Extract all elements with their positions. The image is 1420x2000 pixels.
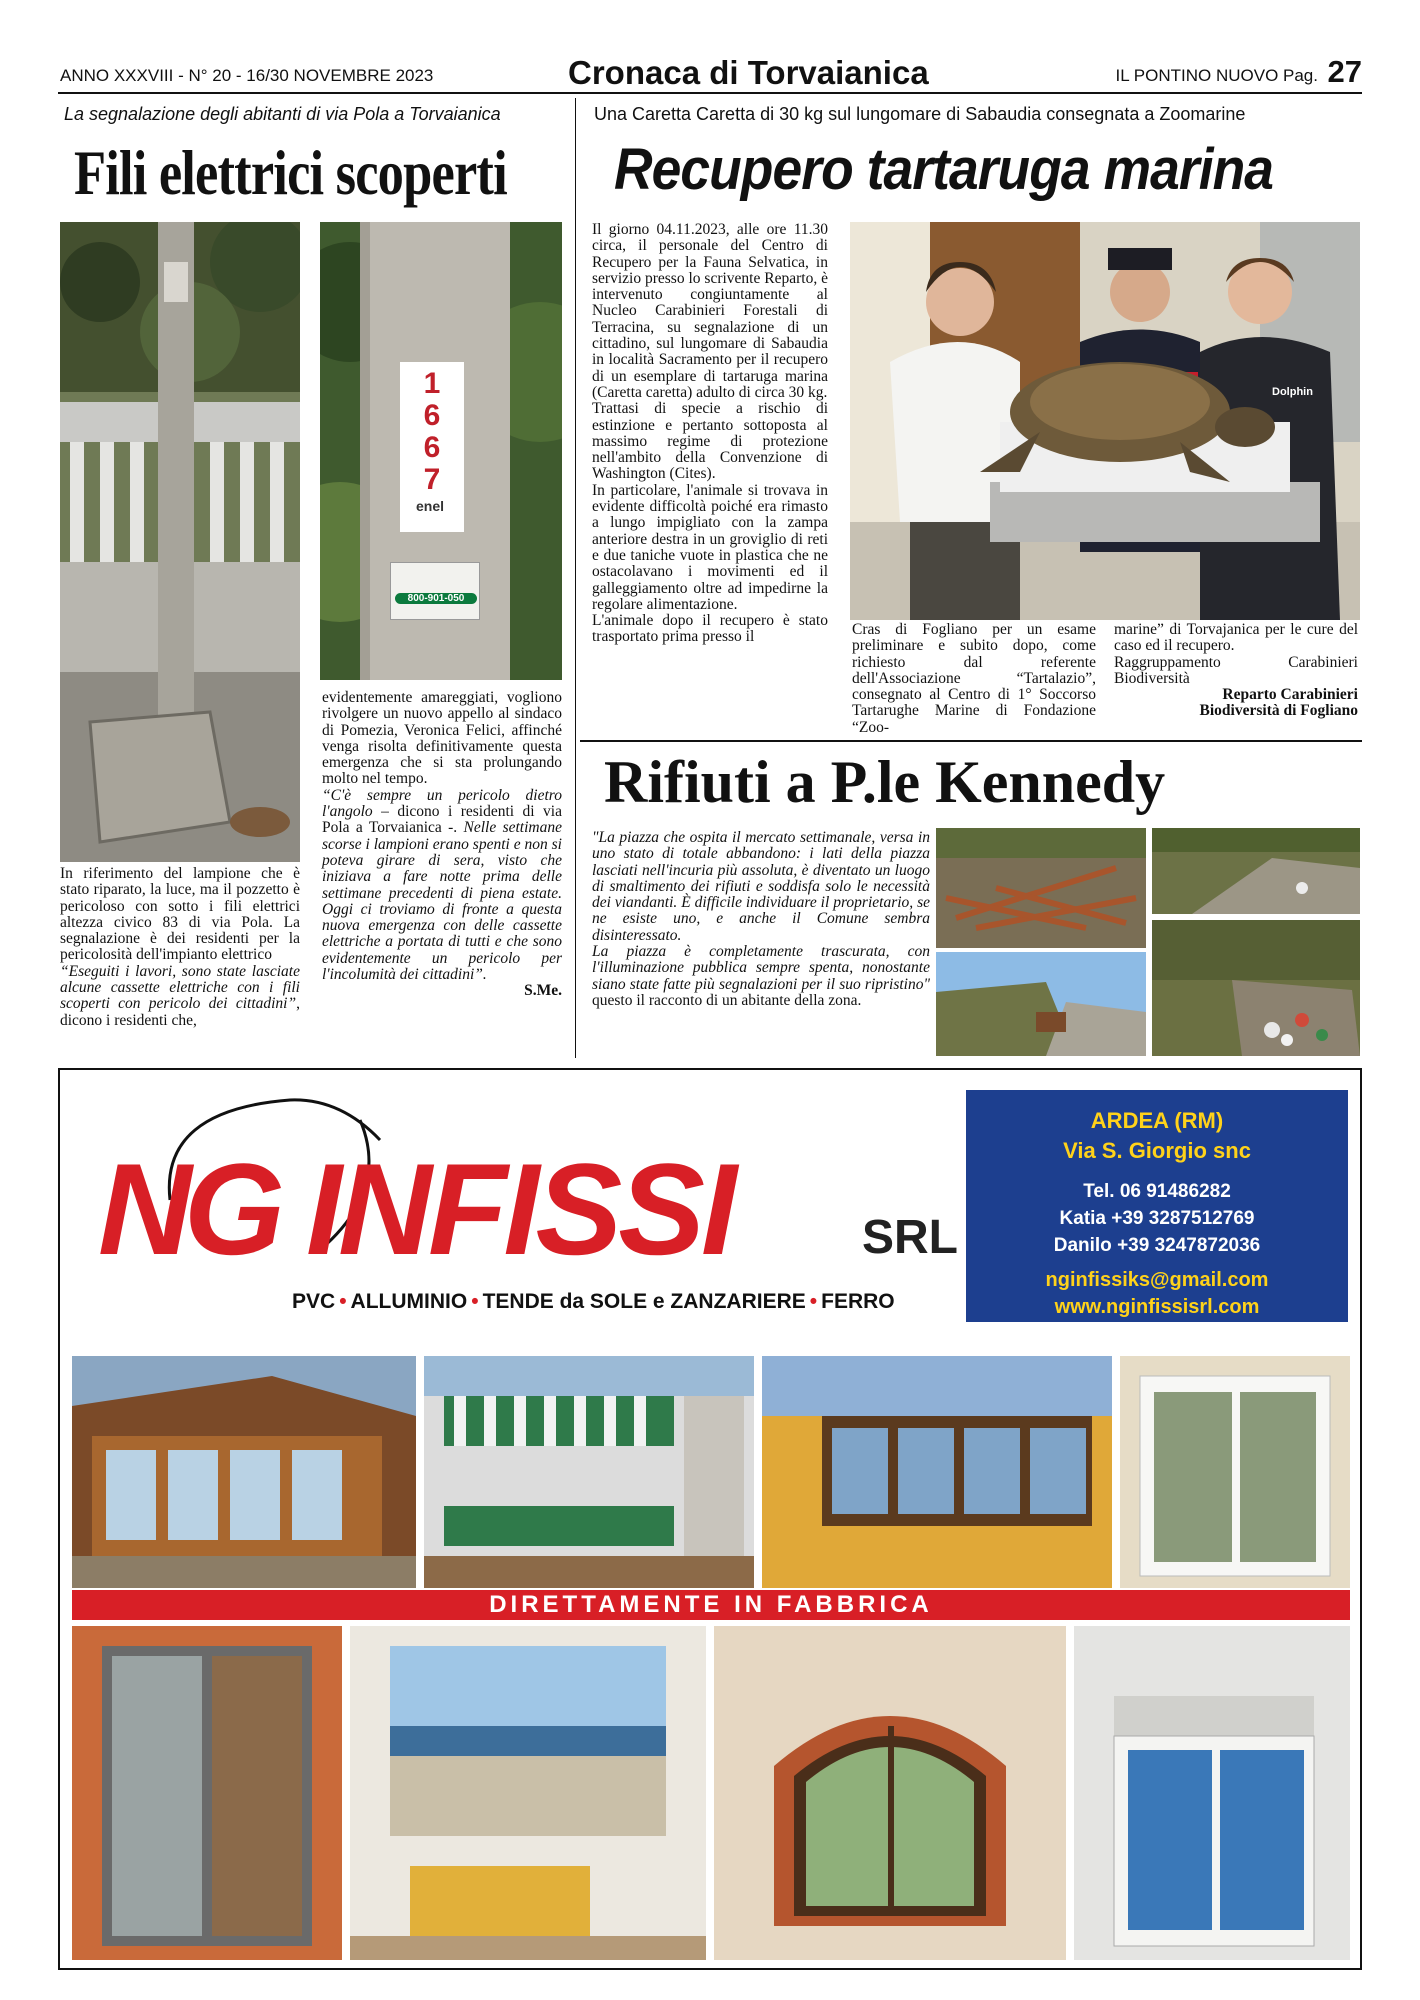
article2-p1: Il giorno 04.11.2023, alle ore 11.30 circa, il personale del Centro di Recupero per la Fauna Selvatica, in servizio presso lo scrivente Reparto, è intervenuto congiuntamente al Nucleo Carabinieri Forestali di Terracina, su segnalazione di un cittadino, sul lungomare di Sabaudia in località Sacramento per il recupero di un esemplare di tartaruga marina (Caretta caretta) adulto di circa 30 kg. <box>592 221 828 401</box>
pole-digit: 6 <box>423 431 441 464</box>
article1-col2-quote2: Nelle settimane scorse i lampioni erano spenti e non si poteva girare di sera, visto che iniziava a fare notte prima delle settimane precedenti di piena estate. Oggi ci troviamo di fronte a questa nuova emergenza con delle cassette elettriche a portata di tutti e che sono evidentemente un pericolo per l'incolumità dei cittadini”. <box>322 819 562 984</box>
ad-photo-arched-window <box>714 1626 1066 1960</box>
ad-photo-awning-balcony <box>424 1356 754 1588</box>
article2-signature-1: Reparto Carabinieri <box>1222 686 1358 704</box>
article2-signature-2: Biodiversità di Fogliano <box>1199 702 1358 720</box>
article1-kicker: La segnalazione degli abitanti di via Pola a Torvaianica <box>64 104 501 124</box>
article1-col2 <box>322 690 562 1000</box>
tagline-separator: • <box>809 1290 818 1313</box>
tagline-separator: • <box>339 1290 347 1313</box>
ad-tagline <box>292 1290 895 1314</box>
photo-turtle-rescue-team <box>850 222 1360 620</box>
contact-box <box>966 1090 1348 1322</box>
article1-col1 <box>60 866 300 1029</box>
article3-p1: "La piazza che ospita il mercato settimanale, versa in uno stato di totale abbandono: i lati della piazza lasciati nell'incuria più assoluta, è diventato un luogo di smaltimento dei rifiuti e soddisfa solo le necessità dei viandanti. È difficile individuare il proprietario, se ne esiste uno, e anche il Comune sembra disinteressato. <box>592 829 930 944</box>
pole-sign <box>390 562 480 620</box>
shirt-text: Dolphin <box>1272 386 1313 398</box>
article2-p4: L'animale dopo il recupero è stato trasportato prima presso il <box>592 612 828 646</box>
contact-tel: Tel. 06 91486282 <box>1083 1181 1231 1202</box>
sign-phone: 800-901-050 <box>395 593 477 604</box>
tagline-ferro: FERRO <box>821 1290 895 1313</box>
article3-p2: La piazza è completamente trascurata, con l'illuminazione pubblica sempre spenta, nonostante siano state fatte più segnalazioni per il suo ripristino" <box>592 943 930 993</box>
contact-city: ARDEA (RM) <box>1090 1108 1224 1133</box>
photo-enel-pole <box>320 222 562 680</box>
tagline-pvc: PVC <box>292 1290 336 1313</box>
ng-infissi-advertisement <box>58 1068 1362 1970</box>
article1-col1-text: In riferimento del lampione che è stato riparato, la luce, ma il pozzetto è pericoloso con sotto i fili elettrici altezza civico 83 di via Pola. La segnalazione è dei residenti per la pericolosità dell'impianto elettrico <box>60 865 300 964</box>
article2-col3-text2: Raggruppamento Carabinieri Biodiversità <box>1114 653 1358 687</box>
brand-ng: NG <box>98 1136 277 1282</box>
page-number: 27 <box>1327 54 1362 89</box>
tagline-alluminio: ALLUMINIO <box>350 1290 468 1313</box>
article1-col1-quote: “Eseguiti i lavori, sono state lasciate alcune cassette elettriche con i fili scoperti con pericolo dei cittadini” <box>60 962 300 1013</box>
pole-brand: enel <box>416 498 445 514</box>
ad-photo-roller-shutter <box>1074 1626 1350 1960</box>
contact-katia: Katia +39 3287512769 <box>1059 1208 1255 1229</box>
ad-photo-sea-view-living <box>350 1626 706 1960</box>
article1-col2-mid: – dicono i residenti di via Pola a Torvaianica -. <box>322 803 562 837</box>
ad-photo-mosquito-net <box>72 1626 342 1960</box>
section-rule <box>580 740 1362 742</box>
article1-col2-quote1: “C'è sempre un pericolo dietro l'angolo <box>322 786 562 821</box>
contact-address: Via S. Giorgio snc <box>1063 1138 1251 1163</box>
article2-kicker: Una Caretta Caretta di 30 kg sul lungomare di Sabaudia consegnata a Zoomarine <box>594 104 1246 124</box>
issue-info: ANNO XXXVIII - N° 20 - 16/30 NOVEMBRE 2023 <box>60 66 434 85</box>
contact-danilo: Danilo +39 3247872036 <box>1053 1235 1261 1256</box>
column-divider <box>575 98 576 1058</box>
article2-col3 <box>1114 622 1358 720</box>
photo-waste-roadside <box>1152 828 1360 914</box>
article2-col3-text: marine” di Torvajanica per le cure del caso ed il recupero. <box>1114 621 1358 655</box>
pole-digit: 6 <box>423 399 441 432</box>
pole-digit: 7 <box>423 463 441 496</box>
brand-infissi: INFISSI <box>306 1136 734 1282</box>
article2-p2: Trattasi di specie a rischio di estinzione e pertanto sottoposta al massimo regime di protezione nell'ambito della Convenzione di Washington (Cites). <box>592 400 828 483</box>
page-header <box>58 52 1362 94</box>
photo-waste-wood <box>936 828 1146 948</box>
contact-website[interactable]: www.nginfissisrl.com <box>1054 1296 1260 1318</box>
photo-waste-bushes <box>1152 920 1360 1056</box>
brand-srl: SRL <box>862 1211 958 1264</box>
section-title: Cronaca di Torvaianica <box>568 54 929 91</box>
contact-email[interactable]: nginfissiks@gmail.com <box>1045 1269 1269 1291</box>
article3-p2-tail: questo il racconto di un abitante della zona. <box>592 991 862 1009</box>
paper-name: IL PONTINO NUOVO Pag. <box>1115 66 1318 85</box>
article1-col1-tail: , dicono i residenti che, <box>60 995 300 1029</box>
article2-col2-text: Cras di Fogliano per un esame preliminare e subito dopo, come richiesto dal referente dell'Associazione “Tartalazio”, consegnato al Centro di 1° Soccorso Tartarughe Marine di Fondazione “Zoo- <box>852 621 1096 736</box>
ad-photo-veranda-wood <box>72 1356 416 1588</box>
tagline-separator: • <box>471 1290 479 1313</box>
article1-headline: Fili elettrici scoperti <box>74 137 507 208</box>
ad-photo-white-door <box>1120 1356 1350 1588</box>
photo-waste-road <box>936 952 1146 1056</box>
article2-headline: Recupero tartaruga marina <box>614 137 1274 202</box>
article2-p3: In particolare, l'animale si trovava in evidente difficoltà poiché era rimasto a lungo impigliato con la zampa anteriore destra in un groviglio di reti e due taniche vuote in plastica che ne ostacolavano i movimenti ed il galleggiamento oltre ad impedirne la regolare alimentazione. <box>592 481 828 613</box>
article2-col1 <box>592 222 828 646</box>
article3-headline: Rifiuti a P.le Kennedy <box>604 749 1166 815</box>
ad-photo-yellow-house-windows <box>762 1356 1112 1588</box>
article1-signature: S.Me. <box>524 982 562 1000</box>
direct-from-factory-banner: DIRETTAMENTE IN FABBRICA <box>72 1590 1350 1620</box>
article1-col2-p1: evidentemente amareggiati, vogliono rivolgere un nuovo appello al sindaco di Pomezia, Veronica Felici, affinché venga risolta definitivamente questa emergenza che si sta prolungando molto nel tempo. <box>322 689 562 788</box>
article2-col2 <box>852 622 1096 736</box>
article3-text <box>592 830 930 1009</box>
tagline-tende: TENDE da SOLE e ZANZARIERE <box>482 1290 806 1313</box>
photo-lamp-post-and-pit <box>60 222 300 862</box>
pole-digit: 1 <box>423 367 441 400</box>
